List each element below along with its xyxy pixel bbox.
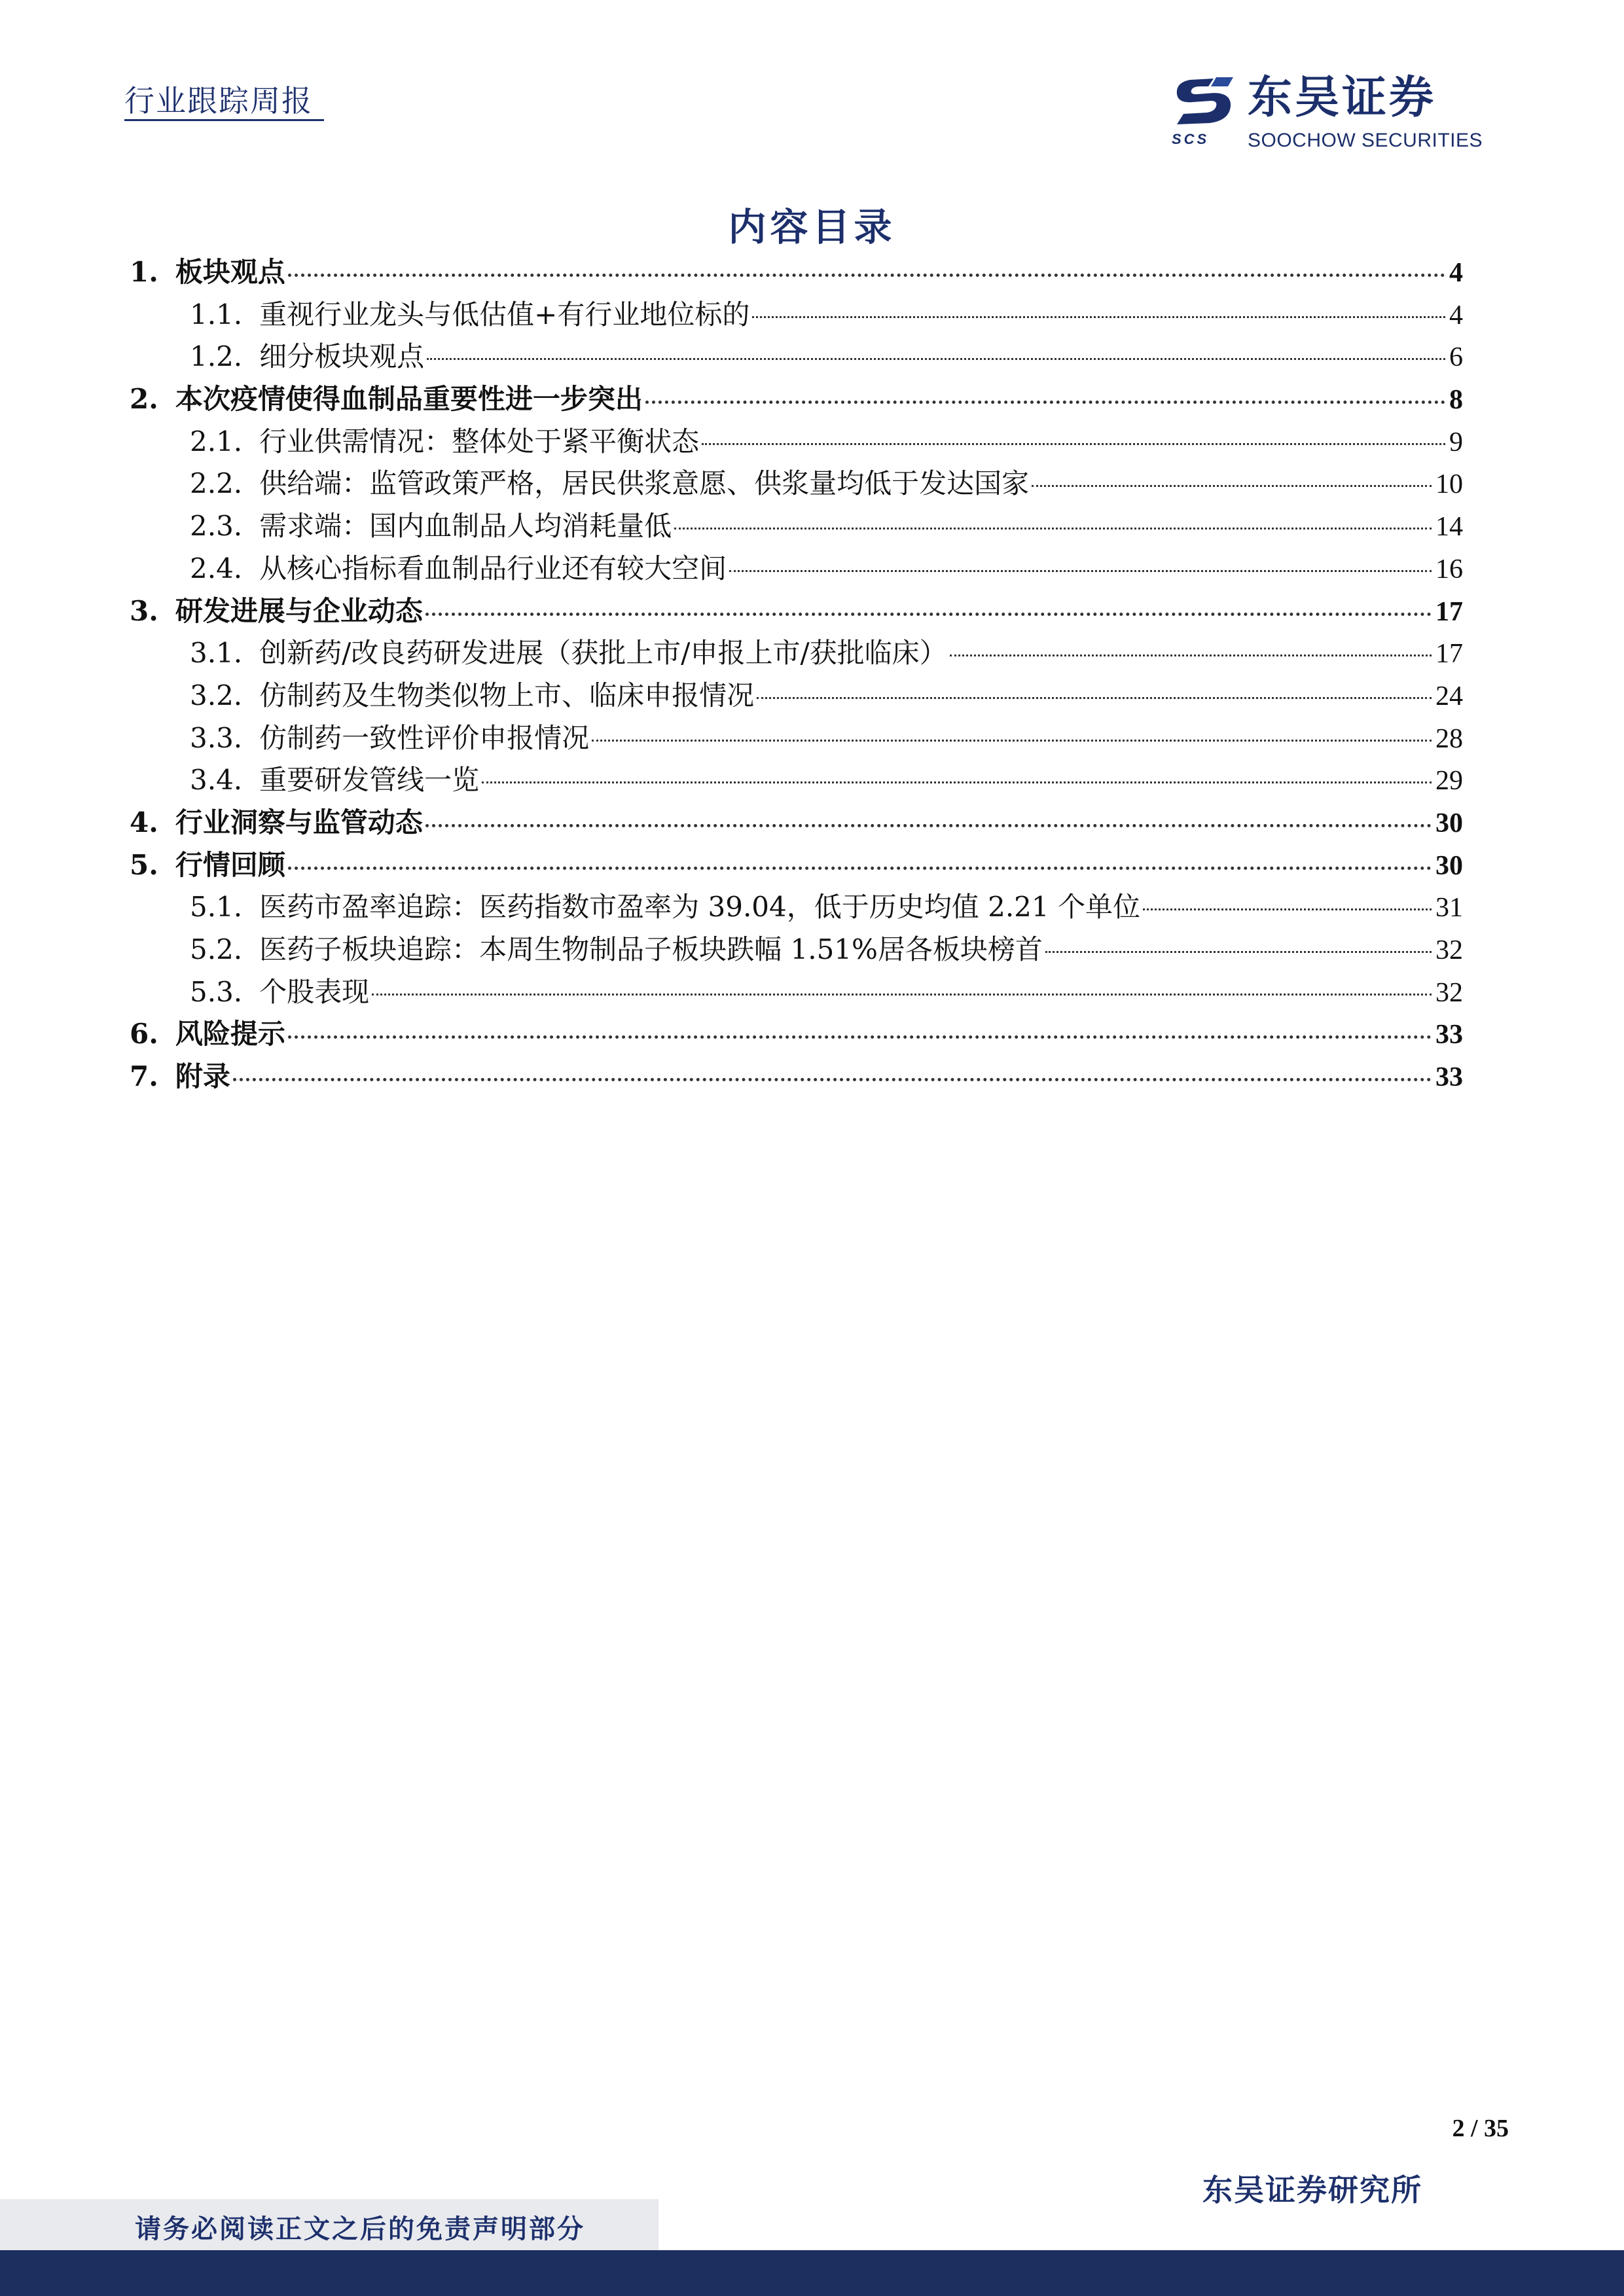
toc-entry-title: 医药子板块追踪：本周生物制品子板块跌幅 1.51%居各板块榜首 xyxy=(259,933,1043,965)
logo-abbreviation: SCS xyxy=(1172,131,1210,147)
toc-dot-leader xyxy=(752,294,1445,318)
disclaimer-panel xyxy=(0,2199,659,2250)
toc-subsection-entry[interactable] xyxy=(130,421,1463,463)
toc-subsection-entry[interactable] xyxy=(130,929,1463,971)
toc-section-entry[interactable] xyxy=(130,251,1463,294)
toc-entry-title: 本次疫情使得血制品重要性进一步突出 xyxy=(175,383,643,416)
toc-entry-title: 从核心指标看血制品行业还有较大空间 xyxy=(259,552,727,584)
toc-subsection-entry[interactable] xyxy=(130,463,1463,505)
toc-entry-page: 4 xyxy=(1449,258,1463,288)
toc-entry-page: 32 xyxy=(1435,977,1463,1008)
toc-subsection-entry[interactable] xyxy=(130,548,1463,590)
toc-entry-number: 2.1. xyxy=(190,425,243,457)
toc-entry-number: 2. xyxy=(130,383,158,416)
toc-entry-number: 1.1. xyxy=(190,298,243,331)
company-logo xyxy=(1170,71,1498,149)
table-of-contents xyxy=(130,251,1463,1098)
toc-entry-title: 风险提示 xyxy=(175,1018,285,1050)
toc-entry-title: 研发进展与企业动态 xyxy=(175,594,423,627)
toc-dot-leader xyxy=(482,759,1432,783)
toc-dot-leader xyxy=(288,844,1432,870)
toc-entry-page: 24 xyxy=(1435,681,1463,711)
toc-entry-title: 供给端：监管政策严格，居民供浆意愿、供浆量均低于发达国家 xyxy=(259,467,1030,500)
toc-subsection-entry[interactable] xyxy=(130,759,1463,802)
toc-subsection-entry[interactable] xyxy=(130,336,1463,378)
toc-dot-leader xyxy=(757,675,1432,699)
toc-section-entry[interactable] xyxy=(130,844,1463,887)
toc-dot-leader xyxy=(288,251,1445,277)
header-underline xyxy=(124,119,324,121)
toc-entry-title: 创新药/改良药研发进展（获批上市/申报上市/获批临床） xyxy=(259,637,947,670)
toc-entry-number: 5.1. xyxy=(190,891,243,924)
toc-entry-title: 板块观点 xyxy=(175,256,285,288)
toc-dot-leader xyxy=(1143,886,1432,910)
toc-entry-title: 个股表现 xyxy=(259,975,370,1008)
toc-entry-title: 细分板块观点 xyxy=(259,340,425,373)
toc-entry-number: 1. xyxy=(130,256,158,288)
toc-entry-number: 7. xyxy=(130,1060,158,1093)
toc-subsection-entry[interactable] xyxy=(130,717,1463,760)
toc-entry-page: 16 xyxy=(1435,554,1463,584)
page-counter: 2 / 35 xyxy=(1452,2115,1509,2142)
toc-dot-leader xyxy=(1032,463,1432,487)
toc-entry-title: 行情回顾 xyxy=(175,848,285,881)
toc-dot-leader xyxy=(702,421,1445,445)
toc-entry-number: 5.2. xyxy=(190,933,243,965)
logo-english-name: SOOCHOW SECURITIES xyxy=(1248,130,1483,151)
toc-entry-title: 仿制药及生物类似物上市、临床申报情况 xyxy=(259,679,755,711)
toc-entry-page: 9 xyxy=(1449,427,1463,457)
disclaimer-text: 请务必阅读正文之后的免责声明部分 xyxy=(135,2214,585,2244)
toc-section-entry[interactable] xyxy=(130,1056,1463,1098)
toc-subsection-entry[interactable] xyxy=(130,971,1463,1014)
toc-subsection-entry[interactable] xyxy=(130,886,1463,929)
institute-name: 东吴证券研究所 xyxy=(1202,2172,1422,2208)
toc-entry-page: 29 xyxy=(1435,766,1463,797)
toc-entry-number: 3.2. xyxy=(190,679,243,711)
scs-logo-mark-icon xyxy=(1170,73,1238,128)
toc-entry-number: 6. xyxy=(130,1018,158,1050)
toc-title: 内容目录 xyxy=(728,205,896,249)
toc-dot-leader xyxy=(645,378,1445,404)
toc-section-entry[interactable] xyxy=(130,378,1463,421)
toc-dot-leader xyxy=(729,548,1432,572)
toc-entry-title: 附录 xyxy=(175,1060,230,1093)
toc-entry-number: 3.3. xyxy=(190,721,243,754)
toc-dot-leader xyxy=(425,802,1432,827)
report-type-label: 行业跟踪周报 xyxy=(124,83,313,118)
toc-entry-page: 17 xyxy=(1435,639,1463,670)
toc-entry-page: 8 xyxy=(1449,385,1463,416)
toc-entry-number: 2.2. xyxy=(190,467,243,500)
toc-section-entry[interactable] xyxy=(130,802,1463,844)
toc-subsection-entry[interactable] xyxy=(130,632,1463,675)
toc-dot-leader xyxy=(1045,929,1432,953)
toc-entry-title: 医药市盈率追踪：医药指数市盈率为 39.04，低于历史均值 2.21 个单位 xyxy=(259,891,1140,924)
toc-dot-leader xyxy=(233,1056,1432,1081)
toc-entry-number: 3. xyxy=(130,594,158,627)
toc-dot-leader xyxy=(425,590,1432,616)
toc-entry-number: 2.4. xyxy=(190,552,243,584)
toc-dot-leader xyxy=(288,1013,1432,1039)
toc-entry-page: 33 xyxy=(1435,1020,1463,1050)
toc-entry-title: 重视行业龙头与低估值+有行业地位标的 xyxy=(259,298,750,331)
toc-entry-number: 4. xyxy=(130,806,158,838)
toc-entry-page: 14 xyxy=(1435,512,1463,543)
toc-dot-leader xyxy=(674,505,1432,529)
toc-entry-page: 32 xyxy=(1435,935,1463,965)
toc-entry-title: 行业供需情况：整体处于紧平衡状态 xyxy=(259,425,700,457)
toc-entry-number: 3.1. xyxy=(190,637,243,670)
toc-entry-title: 需求端：国内血制品人均消耗量低 xyxy=(259,510,672,543)
toc-entry-number: 2.3. xyxy=(190,510,243,543)
toc-entry-number: 1.2. xyxy=(190,340,243,373)
toc-entry-page: 33 xyxy=(1435,1062,1463,1093)
toc-subsection-entry[interactable] xyxy=(130,505,1463,548)
footer-band xyxy=(0,2199,1624,2296)
toc-entry-page: 10 xyxy=(1435,469,1463,500)
toc-entry-number: 5.3. xyxy=(190,975,243,1008)
toc-entry-number: 3.4. xyxy=(190,764,243,797)
toc-entry-title: 行业洞察与监管动态 xyxy=(175,806,423,838)
toc-entry-title: 重要研发管线一览 xyxy=(259,764,480,797)
toc-section-entry[interactable] xyxy=(130,590,1463,633)
logo-chinese-name: 东吴证券 xyxy=(1248,72,1437,124)
toc-dot-leader xyxy=(427,336,1445,360)
toc-entry-number: 5. xyxy=(130,848,158,881)
toc-entry-page: 6 xyxy=(1449,342,1463,373)
toc-subsection-entry[interactable] xyxy=(130,675,1463,717)
toc-dot-leader xyxy=(950,632,1432,656)
toc-entry-page: 30 xyxy=(1435,850,1463,881)
toc-entry-page: 4 xyxy=(1449,300,1463,331)
footer-color-bar xyxy=(0,2250,1624,2296)
toc-entry-page: 17 xyxy=(1435,596,1463,627)
toc-section-entry[interactable] xyxy=(130,1013,1463,1056)
toc-entry-page: 31 xyxy=(1435,893,1463,924)
toc-entry-page: 30 xyxy=(1435,808,1463,838)
toc-dot-leader xyxy=(592,717,1432,742)
toc-subsection-entry[interactable] xyxy=(130,294,1463,336)
toc-entry-title: 仿制药一致性评价申报情况 xyxy=(259,721,590,754)
toc-dot-leader xyxy=(372,971,1432,996)
toc-entry-page: 28 xyxy=(1435,723,1463,754)
